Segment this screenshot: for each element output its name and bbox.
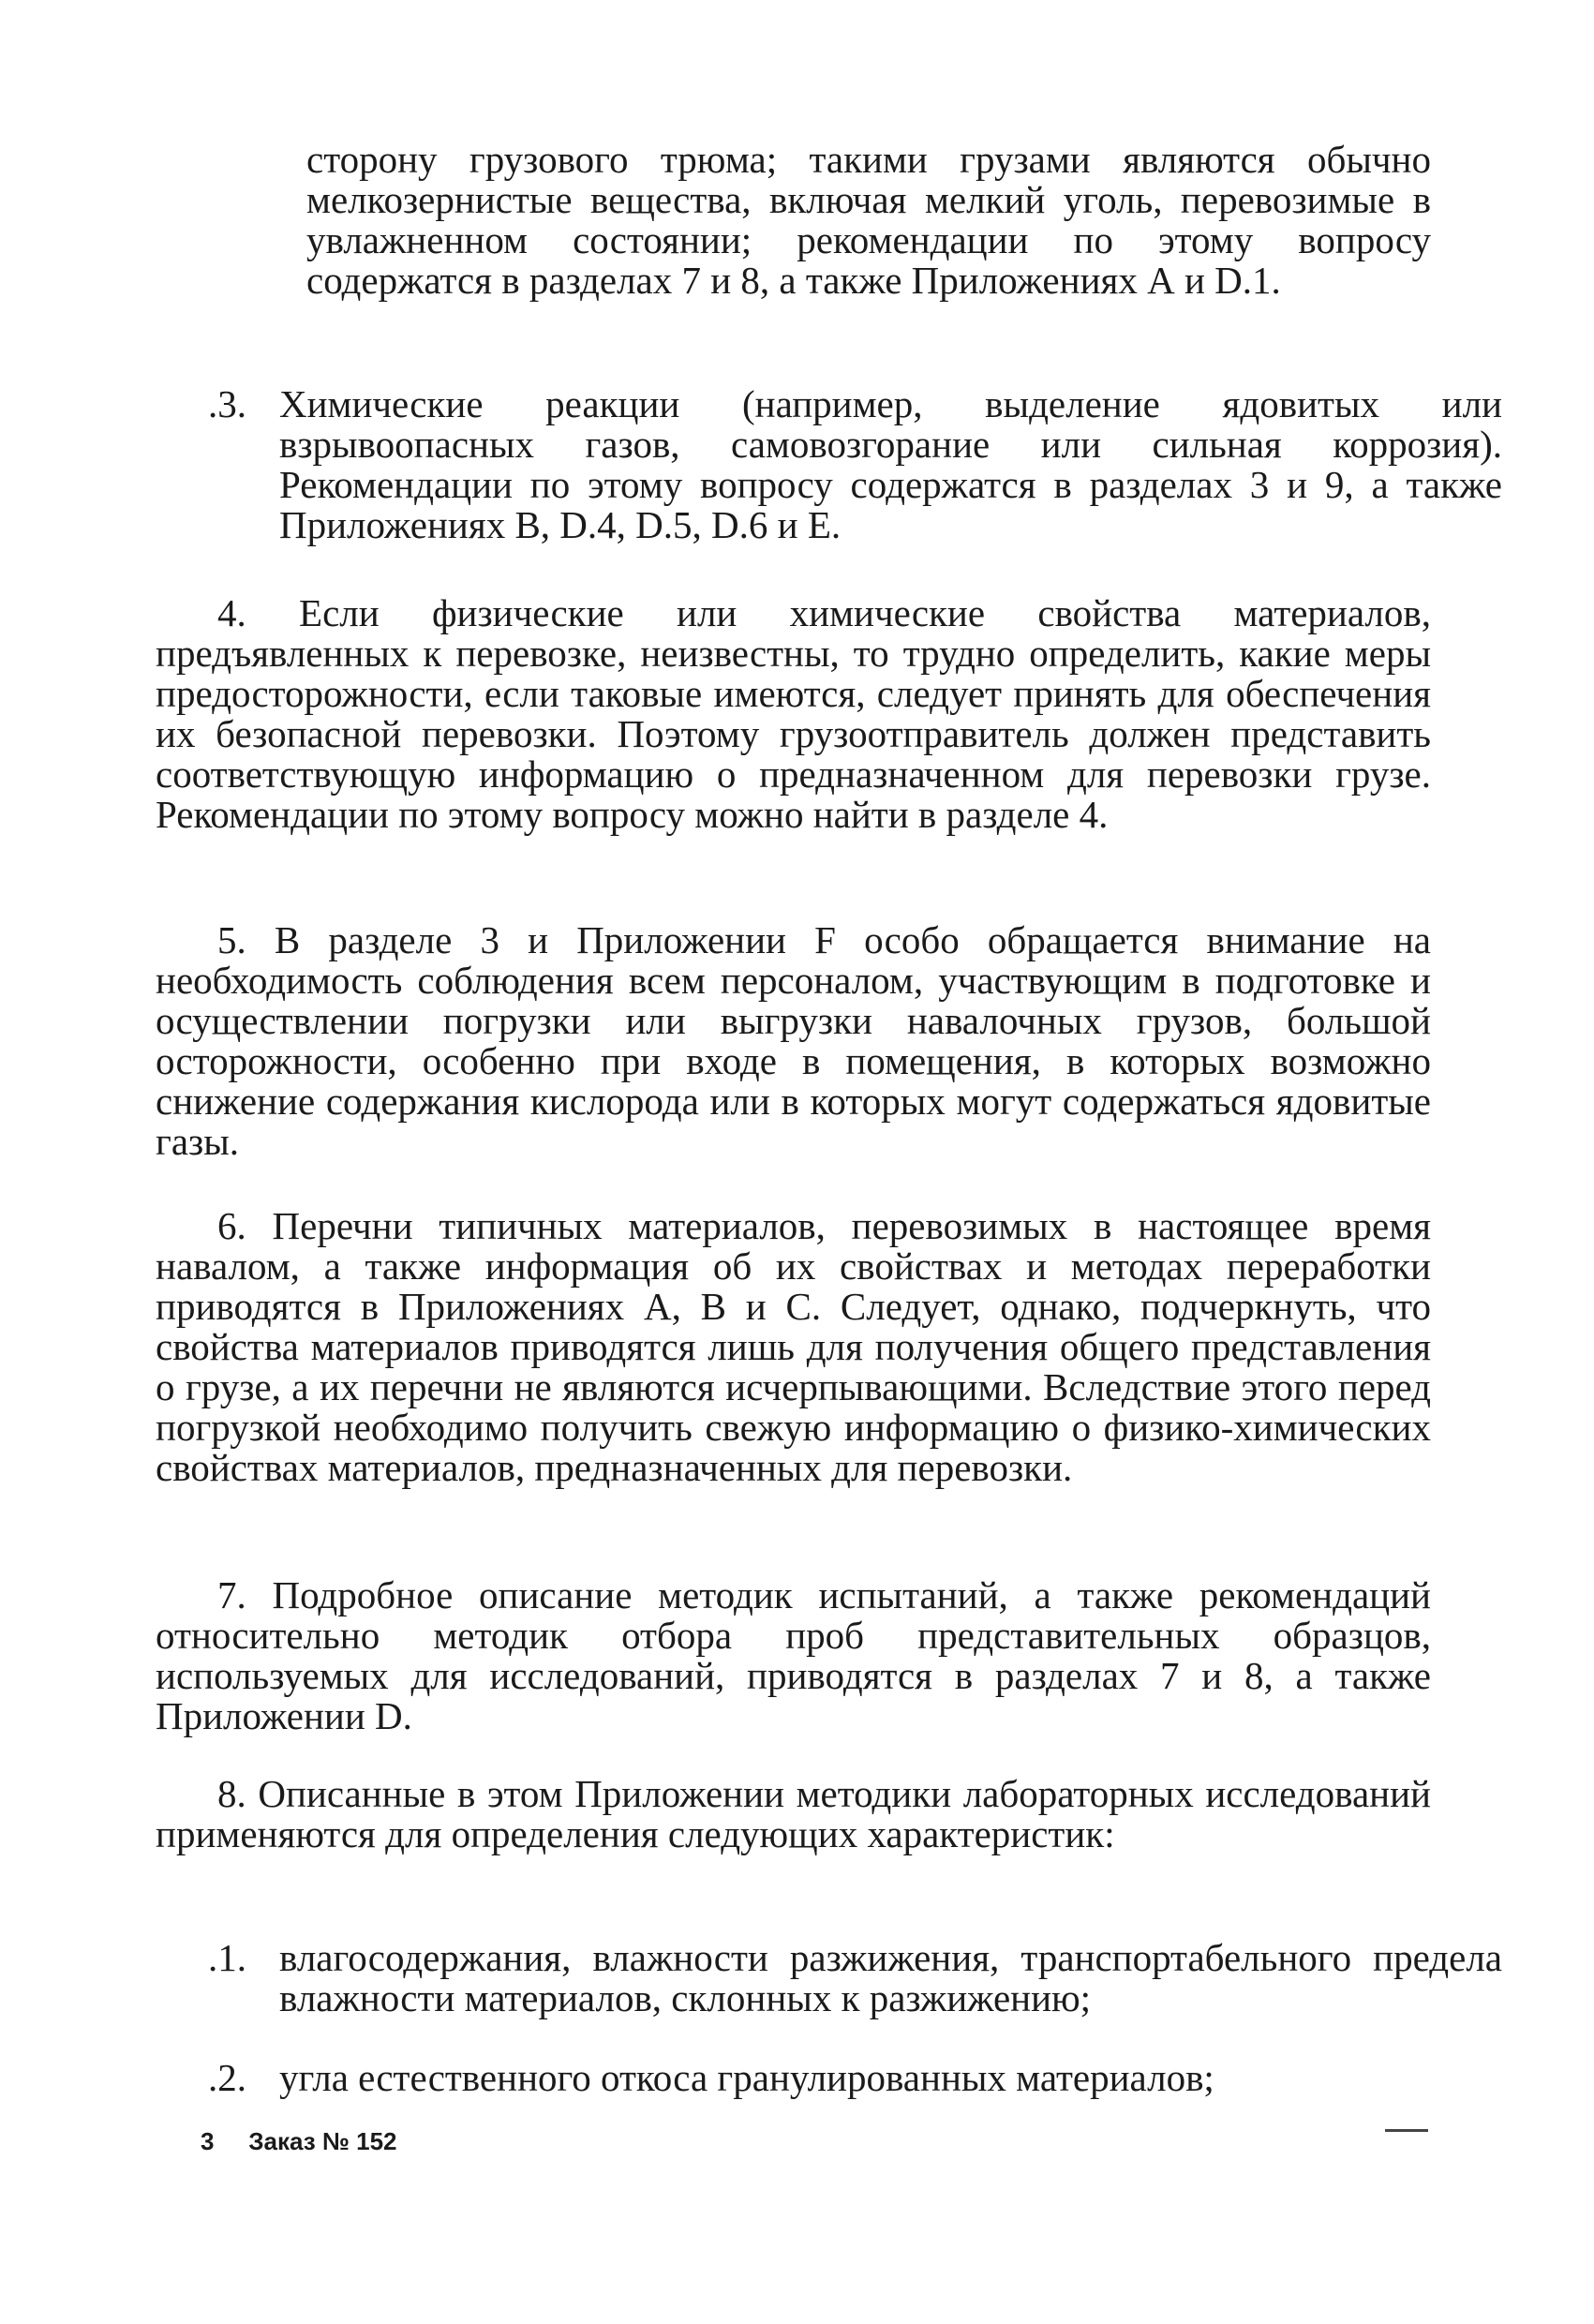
list-item-1 <box>208 1938 1502 2019</box>
list-item-3 <box>208 384 1502 545</box>
paragraph-7: 7. Подробное описание методик испытаний, а также рекомендаций относительно методик отбора проб представительных образцов, используемых для исследований, приводятся в разделах 7 и 8, а также Приложении D. <box>156 1573 1431 1737</box>
list-item-number: .1. <box>208 1936 246 1979</box>
paragraph-6: 6. Перечни типичных материалов, перевозимых в настоящее время навалом, а также информация об их свойствах и методах переработки приводятся в Приложениях А, В и С. Следует, однако, подчеркнуть, что свойства материалов приводятся лишь для получения общего представления о грузе, а их перечни не являются исчерпывающими. Вследствие этого перед погрузкой необходимо получить свежую информацию о физико-химических свойствах материалов, предназначенных для перевозки. <box>156 1204 1431 1489</box>
paragraph-8: 8. Описанные в этом Приложении методики лабораторных исследований применяются для определения следующих характеристик: <box>156 1772 1431 1855</box>
list-item-number: .2. <box>208 2056 246 2099</box>
paragraph-5: 5. В разделе 3 и Приложении F особо обращается внимание на необходимость соблюдения всем персоналом, участвующим в подготовке и осуществлении погрузки или выгрузки навалочных грузов, большой осторожности, особенно при входе в помещения, в которых возможно снижение содержания кислорода или в которых могут содержаться ядовитые газы. <box>156 918 1431 1163</box>
list-item-text: влагосодержания, влажности разжижения, транспортабельного предела влажности материалов, склонных к разжижению; <box>279 1936 1502 2019</box>
list-item-number: .3. <box>208 382 246 425</box>
footer-dash <box>1385 2129 1428 2132</box>
footer-order-number: Заказ № 152 <box>248 2127 397 2155</box>
list-item-text: угла естественного откоса гранулированных материалов; <box>279 2056 1214 2099</box>
footer-sheet-number: 3 <box>201 2127 215 2155</box>
list-item-2 <box>208 2058 1502 2098</box>
paragraph-4: 4. Если физические или химические свойства материалов, предъявленных к перевозке, неизвестны, то трудно определить, какие меры предосторожности, если таковые имеются, следует принять для обеспечения их безопасной перевозки. Поэтому грузоотправитель должен представить соответствующую информацию о предназначенном для перевозки грузе. Рекомендации по этому вопросу можно найти в разделе 4. <box>156 591 1431 836</box>
continuation-text: сторону грузового трюма; такими грузами являются обычно мелкозернистые вещества, включая мелкий уголь, перевозимые в увлажненном состоянии; рекомендации по этому вопросу содержатся в разделах 7 и 8, а также Приложениях А и D.1. <box>306 138 1431 302</box>
list-item-text: Химические реакции (например, выделение ядовитых или взрывоопасных газов, самовозгорание или сильная коррозия). Рекомендации по этому вопросу содержатся в разделах 3 и 9, а также Приложениях B, D.4, D.5, D.6 и E. <box>279 382 1502 546</box>
page-footer <box>201 2127 397 2155</box>
